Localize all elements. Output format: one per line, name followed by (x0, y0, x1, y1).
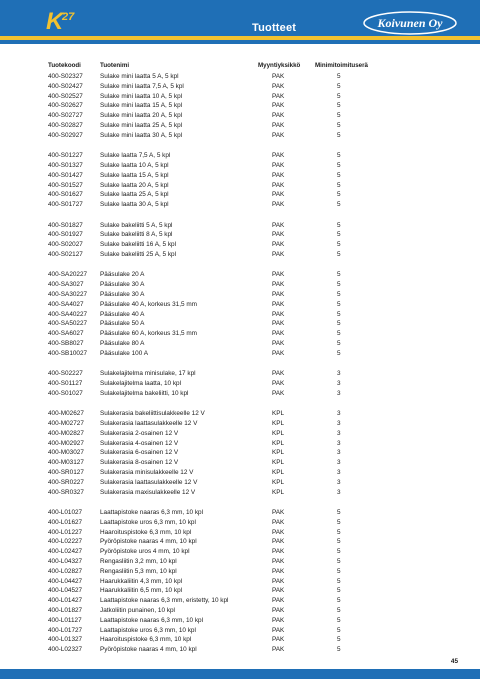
minimum-order: 3 (337, 420, 341, 427)
minimum-order: 5 (337, 251, 341, 258)
minimum-order: 5 (337, 191, 341, 199)
k27-logo-number: 27 (62, 11, 75, 23)
product-code: 400-L02327 (48, 646, 83, 654)
product-name: Pyöröpistoke naaras 4 mm, 10 kpl (100, 538, 197, 546)
product-name: Sulakerasia maxisulakkeelle 12 V (100, 488, 196, 496)
table-row (0, 300, 480, 310)
product-name: Laattapistoke uros 6,3 mm, 10 kpl (100, 518, 196, 526)
sales-unit: PAK (272, 122, 285, 129)
product-code: 400-L02827 (48, 567, 83, 575)
product-code: 400-L01327 (48, 636, 83, 644)
product-code: 400-L02227 (48, 538, 83, 546)
table-row (0, 101, 480, 111)
table-row (0, 190, 480, 200)
sales-unit: PAK (272, 607, 285, 614)
table-row (0, 240, 480, 250)
product-code: 400-M02727 (48, 420, 84, 427)
table-row (0, 369, 480, 379)
sales-unit: PAK (272, 131, 285, 139)
product-code: 400-L04527 (48, 587, 83, 595)
sales-unit: PAK (272, 73, 285, 80)
product-code: 400-S01827 (48, 221, 83, 229)
product-name: Sulake laatta 25 A, 5 kpl (100, 191, 169, 199)
product-name: Pääsulake 40 A, korkeus 31,5 mm (100, 300, 197, 308)
product-name: Laattapistoke naaras 6,3 mm, 10 kpl (100, 509, 204, 516)
product-name: Sulake mini laatta 30 A, 5 kpl (100, 131, 183, 139)
minimum-order: 3 (337, 370, 341, 378)
product-code: 400-SA4027 (48, 300, 84, 308)
table-row (0, 121, 480, 131)
product-code: 400-SR0327 (48, 488, 84, 496)
product-name: Sulakelajitelma laatta, 10 kpl (100, 380, 181, 387)
product-name: Sulakerasia bakeliittisulakkeelle 12 V (100, 410, 205, 418)
product-name: Laattapistoke naaras 6,3 mm, 10 kpl (100, 616, 204, 624)
minimum-order: 5 (337, 607, 341, 614)
page-footer-bar (0, 669, 480, 679)
minimum-order: 5 (337, 300, 341, 308)
product-name: Pääsulake 20 A (100, 271, 145, 279)
product-code: 400-L01727 (48, 626, 83, 634)
product-name: Sulake laatta 10 A, 5 kpl (100, 162, 169, 169)
sales-unit: KPL (272, 429, 285, 437)
product-code: 400-SB10027 (48, 349, 88, 357)
product-name: Sulakerasia 6-osainen 12 V (100, 449, 179, 457)
table-row (0, 161, 480, 171)
product-name: Sulakerasia laattasulakkeelle 12 V (100, 420, 198, 427)
product-name: Pääsulake 80 A (100, 340, 145, 347)
minimum-order: 5 (337, 162, 341, 169)
koivunen-logo (362, 9, 458, 37)
table-row (0, 458, 480, 468)
minimum-order: 5 (337, 567, 341, 575)
table-row (0, 329, 480, 339)
sales-unit: PAK (272, 548, 285, 556)
product-name: Sulakelajitelma minisulake, 17 kpl (100, 370, 196, 378)
table-row (0, 310, 480, 320)
minimum-order: 5 (337, 241, 341, 249)
product-name: Sulake bakeliitti 16 A, 5 kpl (100, 241, 177, 249)
page-number: 45 (450, 658, 458, 665)
sales-unit: PAK (272, 349, 285, 357)
minimum-order: 5 (337, 201, 341, 209)
product-code: 400-S01527 (48, 181, 83, 189)
sales-unit: PAK (272, 370, 285, 378)
product-name: Pyöröpistoke uros 4 mm, 10 kpl (100, 548, 190, 556)
sales-unit: PAK (272, 171, 285, 179)
minimum-order: 5 (337, 310, 341, 318)
table-row (0, 508, 480, 518)
product-name: Sulake mini laatta 15 A, 5 kpl (100, 102, 183, 110)
table-row (0, 429, 480, 439)
table-row (0, 567, 480, 577)
product-name: Sulake bakeliitti 5 A, 5 kpl (100, 221, 173, 229)
product-code: 400-L01427 (48, 597, 83, 605)
product-code: 400-S02127 (48, 251, 83, 258)
minimum-order: 5 (337, 558, 341, 565)
product-code: 400-SR0227 (48, 478, 84, 486)
minimum-order: 3 (337, 380, 341, 387)
column-header-code: Tuotekoodi (48, 62, 81, 69)
table-row (0, 537, 480, 547)
product-code: 400-SA30227 (48, 291, 88, 298)
sales-unit: KPL (272, 410, 285, 418)
table-row (0, 200, 480, 210)
minimum-order: 3 (337, 488, 341, 496)
table-row (0, 419, 480, 429)
sales-unit: PAK (272, 102, 285, 110)
product-name: Sulake laatta 15 A, 5 kpl (100, 171, 169, 179)
table-row (0, 280, 480, 290)
product-code: 400-S01427 (48, 171, 83, 179)
product-name: Sulake mini laatta 7,5 A, 5 kpl (100, 82, 184, 90)
minimum-order: 5 (337, 291, 341, 298)
table-row (0, 577, 480, 587)
product-code: 400-S01327 (48, 162, 83, 169)
product-name: Pääsulake 30 A (100, 281, 145, 289)
minimum-order: 3 (337, 478, 341, 486)
table-row (0, 339, 480, 349)
product-code: 400-S01727 (48, 201, 83, 209)
table-row (0, 439, 480, 449)
product-code: 400-SA3027 (48, 281, 84, 289)
sales-unit: PAK (272, 558, 285, 565)
sales-unit: PAK (272, 320, 285, 328)
product-code: 400-SB8027 (48, 340, 84, 347)
product-code: 400-SA50227 (48, 320, 88, 328)
minimum-order: 5 (337, 271, 341, 279)
product-name: Jatkoliitin punainen, 10 kpl (100, 607, 175, 614)
table-row (0, 131, 480, 141)
sales-unit: PAK (272, 162, 285, 169)
product-name: Pääsulake 60 A, korkeus 31,5 mm (100, 330, 197, 338)
sales-unit: PAK (272, 587, 285, 595)
product-name: Laattapistoke uros 6,3 mm, 10 kpl (100, 626, 196, 634)
product-code: 400-L04427 (48, 577, 83, 585)
minimum-order: 5 (337, 92, 341, 100)
k27-logo (44, 6, 92, 34)
product-name: Haaroituspistoke 6,3 mm, 10 kpl (100, 528, 192, 536)
product-name: Sulakerasia 8-osainen 12 V (100, 459, 179, 467)
product-code: 400-S02727 (48, 112, 83, 120)
table-row (0, 409, 480, 419)
product-code: 400-S01027 (48, 389, 83, 397)
product-code: 400-S01627 (48, 191, 83, 199)
minimum-order: 5 (337, 597, 341, 605)
product-name: Sulake mini laatta 20 A, 5 kpl (100, 112, 183, 120)
minimum-order: 3 (337, 449, 341, 457)
sales-unit: KPL (272, 420, 285, 427)
product-code: 400-M02627 (48, 410, 84, 418)
minimum-order: 5 (337, 349, 341, 357)
minimum-order: 5 (337, 73, 341, 80)
product-code: 400-M03027 (48, 449, 84, 457)
sales-unit: PAK (272, 221, 285, 229)
minimum-order: 5 (337, 82, 341, 90)
sales-unit: PAK (272, 291, 285, 298)
sales-unit: KPL (272, 439, 285, 447)
product-code: 400-M02827 (48, 429, 84, 437)
product-name: Haarukkaliitin 6,5 mm, 10 kpl (100, 587, 183, 595)
product-name: Sulake bakeliitti 25 A, 5 kpl (100, 251, 177, 258)
product-code: 400-M02927 (48, 439, 84, 447)
minimum-order: 5 (337, 131, 341, 139)
product-name: Pääsulake 40 A (100, 310, 145, 318)
minimum-order: 5 (337, 626, 341, 634)
page-title: Tuotteet (252, 22, 297, 34)
product-name: Pääsulake 50 A (100, 320, 145, 328)
k27-logo-letter: K (46, 8, 64, 34)
sales-unit: PAK (272, 528, 285, 536)
product-code: 400-S02027 (48, 241, 83, 249)
table-row (0, 616, 480, 626)
product-name: Sulake laatta 30 A, 5 kpl (100, 201, 169, 209)
minimum-order: 3 (337, 389, 341, 397)
column-header-min: Minimitoimituserä (315, 62, 368, 69)
sales-unit: PAK (272, 616, 285, 624)
sales-unit: PAK (272, 82, 285, 90)
product-code: 400-L01027 (48, 509, 83, 516)
sales-unit: PAK (272, 567, 285, 575)
table-row (0, 596, 480, 606)
sales-unit: PAK (272, 538, 285, 546)
product-code: 400-S02827 (48, 122, 83, 129)
sales-unit: PAK (272, 231, 285, 239)
minimum-order: 5 (337, 330, 341, 338)
sales-unit: PAK (272, 330, 285, 338)
product-code: 400-SR0127 (48, 469, 84, 476)
sales-unit: PAK (272, 251, 285, 258)
table-row (0, 547, 480, 557)
sales-unit: PAK (272, 577, 285, 585)
table-row (0, 349, 480, 359)
product-name: Sulakelajitelma bakeliitti, 10 kpl (100, 389, 189, 397)
product-name: Sulake bakeliitti 8 A, 5 kpl (100, 231, 173, 239)
minimum-order: 5 (337, 646, 341, 654)
table-row (0, 151, 480, 161)
sales-unit: PAK (272, 636, 285, 644)
minimum-order: 5 (337, 340, 341, 347)
table-row (0, 448, 480, 458)
minimum-order: 5 (337, 181, 341, 189)
minimum-order: 5 (337, 112, 341, 120)
sales-unit: KPL (272, 488, 285, 496)
table-row (0, 171, 480, 181)
product-code: 400-S02227 (48, 370, 83, 378)
page-header (0, 0, 480, 44)
product-code: 400-S02327 (48, 73, 83, 80)
sales-unit: PAK (272, 281, 285, 289)
table-row (0, 72, 480, 82)
product-name: Rengasliitin 3,2 mm, 10 kpl (100, 558, 177, 565)
product-code: 400-L02427 (48, 548, 83, 556)
table-row (0, 626, 480, 636)
minimum-order: 5 (337, 171, 341, 179)
table-row (0, 82, 480, 92)
product-name: Pääsulake 30 A (100, 291, 145, 298)
table-row (0, 635, 480, 645)
sales-unit: PAK (272, 380, 285, 387)
product-name: Pääsulake 100 A (100, 349, 148, 357)
product-code: 400-SA6027 (48, 330, 84, 338)
sales-unit: KPL (272, 459, 285, 467)
sales-unit: PAK (272, 509, 285, 516)
sales-unit: KPL (272, 469, 285, 476)
product-code: 400-S01127 (48, 380, 83, 387)
minimum-order: 5 (337, 518, 341, 526)
table-row (0, 606, 480, 616)
sales-unit: PAK (272, 626, 285, 634)
minimum-order: 5 (337, 320, 341, 328)
product-code: 400-S02927 (48, 131, 83, 139)
sales-unit: PAK (272, 241, 285, 249)
table-row (0, 181, 480, 191)
table-row (0, 111, 480, 121)
sales-unit: PAK (272, 181, 285, 189)
minimum-order: 5 (337, 528, 341, 536)
minimum-order: 5 (337, 122, 341, 129)
product-code: 400-S02627 (48, 102, 83, 110)
table-row (0, 250, 480, 260)
sales-unit: PAK (272, 152, 285, 160)
sales-unit: PAK (272, 310, 285, 318)
product-name: Laattapistoke naaras 6,3 mm, eristetty, 10 kpl (100, 597, 229, 605)
product-name: Pyöröpistoke naaras 4 mm, 10 kpl (100, 646, 197, 654)
product-name: Sulakerasia minisulakkeelle 12 V (100, 469, 194, 476)
sales-unit: PAK (272, 646, 285, 654)
column-header-name: Tuotenimi (100, 62, 130, 69)
table-row (0, 645, 480, 655)
minimum-order: 5 (337, 548, 341, 556)
product-name: Sulake laatta 20 A, 5 kpl (100, 181, 169, 189)
product-name: Haaroituspistoke 6,3 mm, 10 kpl (100, 636, 192, 644)
product-name: Sulake laatta 7,5 A, 5 kpl (100, 152, 171, 160)
sales-unit: PAK (272, 271, 285, 279)
product-name: Sulake mini laatta 5 A, 5 kpl (100, 73, 179, 80)
product-code: 400-L01127 (48, 616, 82, 624)
product-name: Sulakerasia 4-osainen 12 V (100, 439, 179, 447)
minimum-order: 3 (337, 459, 341, 467)
product-code: 400-S01227 (48, 152, 83, 160)
table-row (0, 379, 480, 389)
product-code: 400-SA20227 (48, 271, 88, 279)
minimum-order: 3 (337, 439, 341, 447)
column-header-unit: Myyntiyksikkö (258, 62, 301, 69)
product-name: Haarukkaliitin 4,3 mm, 10 kpl (100, 577, 183, 585)
minimum-order: 5 (337, 577, 341, 585)
table-row (0, 389, 480, 399)
minimum-order: 3 (337, 429, 341, 437)
sales-unit: PAK (272, 201, 285, 209)
sales-unit: PAK (272, 389, 285, 397)
minimum-order: 3 (337, 410, 341, 418)
table-row (0, 221, 480, 231)
koivunen-logo-text: Koivunen Oy (377, 16, 443, 30)
product-name: Rengasliitin 5,3 mm, 10 kpl (100, 567, 177, 575)
product-code: 400-S02527 (48, 92, 83, 100)
product-name: Sulakerasia laattasulakkeelle 12 V (100, 478, 198, 486)
product-name: Sulake mini laatta 25 A, 5 kpl (100, 122, 183, 129)
product-code: 400-S01927 (48, 231, 83, 239)
table-row (0, 557, 480, 567)
product-code: 400-L01227 (48, 528, 83, 536)
table-row (0, 319, 480, 329)
table-row (0, 518, 480, 528)
minimum-order: 5 (337, 152, 341, 160)
table-row (0, 478, 480, 488)
product-code: 400-L01827 (48, 607, 83, 614)
minimum-order: 5 (337, 509, 341, 516)
minimum-order: 5 (337, 636, 341, 644)
sales-unit: PAK (272, 92, 285, 100)
table-row (0, 92, 480, 102)
minimum-order: 5 (337, 102, 341, 110)
product-code: 400-M03127 (48, 459, 84, 467)
sales-unit: PAK (272, 191, 285, 199)
sales-unit: PAK (272, 112, 285, 120)
table-row (0, 488, 480, 498)
minimum-order: 5 (337, 231, 341, 239)
product-name: Sulakerasia 2-osainen 12 V (100, 429, 179, 437)
sales-unit: PAK (272, 518, 285, 526)
product-code: 400-L04327 (48, 558, 83, 565)
minimum-order: 5 (337, 616, 341, 624)
table-row (0, 270, 480, 280)
minimum-order: 5 (337, 587, 341, 595)
table-row (0, 468, 480, 478)
sales-unit: KPL (272, 449, 285, 457)
table-row (0, 290, 480, 300)
table-row (0, 230, 480, 240)
table-row (0, 586, 480, 596)
product-name: Sulake mini laatta 10 A, 5 kpl (100, 92, 183, 100)
sales-unit: KPL (272, 478, 285, 486)
minimum-order: 5 (337, 281, 341, 289)
table-row (0, 528, 480, 538)
minimum-order: 5 (337, 221, 341, 229)
sales-unit: PAK (272, 300, 285, 308)
sales-unit: PAK (272, 597, 285, 605)
product-code: 400-S02427 (48, 82, 83, 90)
product-code: 400-SA40227 (48, 310, 88, 318)
minimum-order: 3 (337, 469, 341, 476)
sales-unit: PAK (272, 340, 285, 347)
minimum-order: 5 (337, 538, 341, 546)
product-code: 400-L01627 (48, 518, 83, 526)
